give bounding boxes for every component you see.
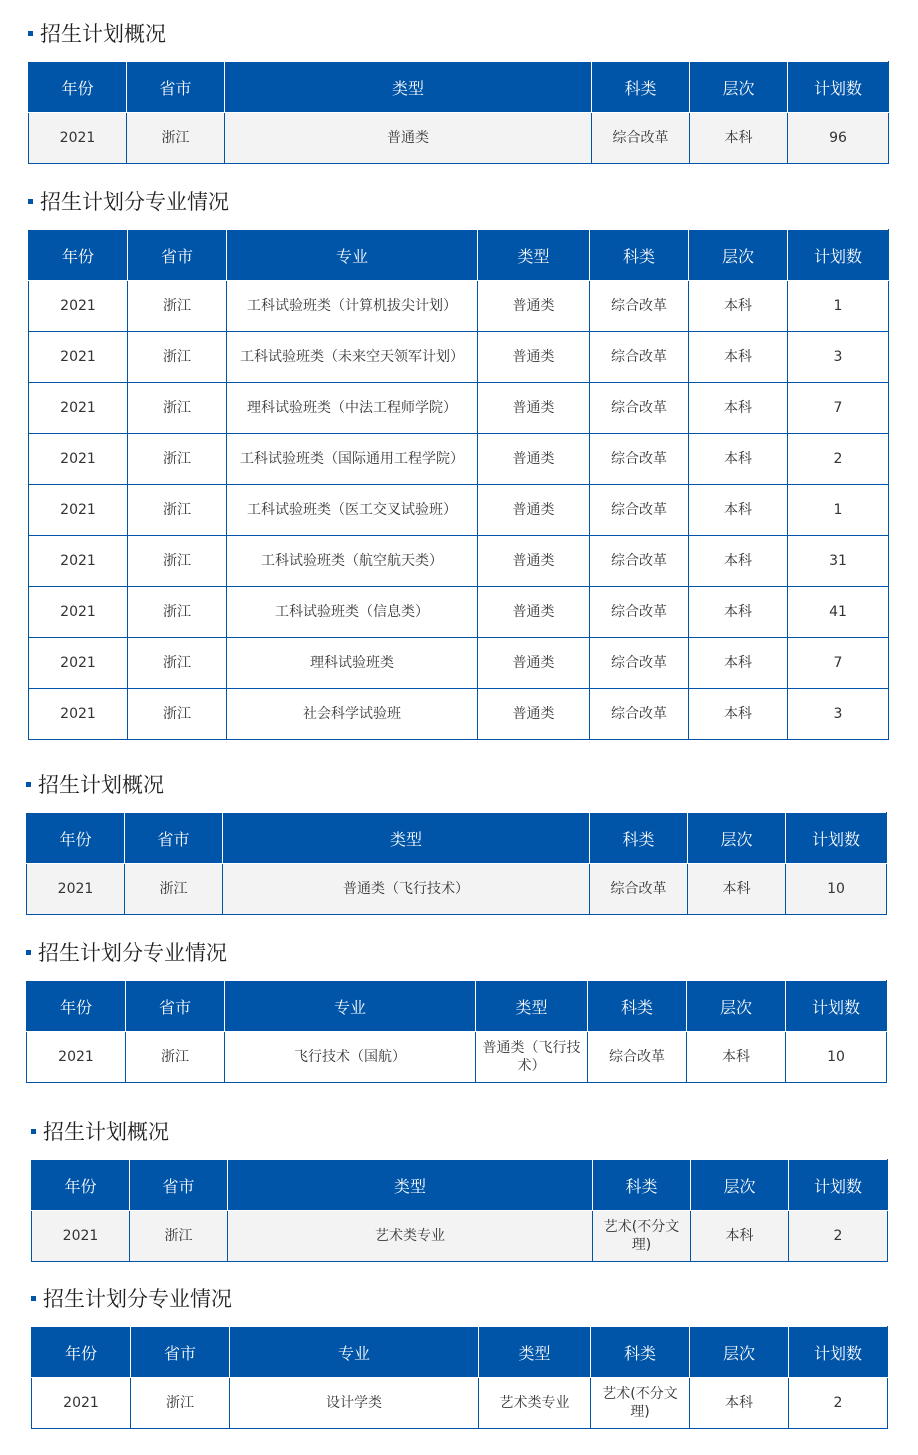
table-row <box>29 689 889 740</box>
cell-level: 本科 <box>689 536 788 587</box>
cell-type: 艺术类专业 <box>479 1378 591 1429</box>
cell-major: 工科试验班类（计算机拔尖计划） <box>227 281 478 332</box>
cell-year: 2021 <box>29 638 128 689</box>
square-bullet-icon <box>26 782 31 787</box>
cell-province: 浙江 <box>128 536 227 587</box>
header-province: 省市 <box>131 1327 230 1378</box>
cell-count: 31 <box>788 536 889 587</box>
header-type: 类型 <box>223 813 590 864</box>
cell-province: 浙江 <box>130 1211 228 1262</box>
cell-level: 本科 <box>691 1211 789 1262</box>
table-header-row <box>27 981 887 1032</box>
cell-type: 普通类 <box>478 281 590 332</box>
header-subject: 科类 <box>588 981 687 1032</box>
cell-type: 普通类 <box>478 536 590 587</box>
header-level: 层次 <box>690 1327 789 1378</box>
cell-level: 本科 <box>689 689 788 740</box>
plan-by-major-table <box>26 980 887 1083</box>
square-bullet-icon <box>31 1296 36 1301</box>
table-header-row <box>27 813 887 864</box>
table-row <box>29 281 889 332</box>
table-row <box>29 638 889 689</box>
cell-count: 2 <box>789 1211 888 1262</box>
plan-overview-table <box>26 812 887 915</box>
cell-count: 7 <box>788 383 889 434</box>
cell-province: 浙江 <box>128 281 227 332</box>
cell-count: 10 <box>786 864 887 915</box>
table-row <box>29 383 889 434</box>
cell-major: 设计学类 <box>230 1378 479 1429</box>
cell-level: 本科 <box>689 638 788 689</box>
cell-major: 理科试验班类（中法工程师学院） <box>227 383 478 434</box>
cell-subject: 综合改革 <box>592 113 690 164</box>
cell-province: 浙江 <box>125 864 223 915</box>
header-level: 层次 <box>691 1160 789 1211</box>
cell-count: 1 <box>788 485 889 536</box>
cell-province: 浙江 <box>126 1032 225 1083</box>
cell-province: 浙江 <box>128 383 227 434</box>
header-subject: 科类 <box>593 1160 691 1211</box>
cell-province: 浙江 <box>128 587 227 638</box>
header-count: 计划数 <box>788 62 889 113</box>
table-header-row <box>29 62 889 113</box>
header-count: 计划数 <box>788 230 889 281</box>
cell-major: 飞行技术（国航） <box>225 1032 476 1083</box>
cell-subject: 综合改革 <box>590 332 689 383</box>
header-major: 专业 <box>227 230 478 281</box>
cell-major: 理科试验班类 <box>227 638 478 689</box>
header-level: 层次 <box>690 62 788 113</box>
cell-subject: 综合改革 <box>590 864 688 915</box>
cell-level: 本科 <box>690 1378 789 1429</box>
cell-province: 浙江 <box>128 485 227 536</box>
cell-year: 2021 <box>29 485 128 536</box>
header-year: 年份 <box>32 1160 130 1211</box>
header-subject: 科类 <box>591 1327 690 1378</box>
cell-type: 普通类 <box>478 689 590 740</box>
cell-count: 2 <box>788 434 889 485</box>
table-row <box>27 1032 887 1083</box>
cell-year: 2021 <box>29 332 128 383</box>
cell-count: 7 <box>788 638 889 689</box>
cell-year: 2021 <box>29 689 128 740</box>
cell-type: 普通类 <box>478 638 590 689</box>
cell-level: 本科 <box>689 332 788 383</box>
cell-subject: 综合改革 <box>590 383 689 434</box>
cell-subject: 综合改革 <box>590 689 689 740</box>
cell-type: 普通类 <box>478 434 590 485</box>
header-province: 省市 <box>125 813 223 864</box>
cell-year: 2021 <box>29 281 128 332</box>
header-year: 年份 <box>29 62 127 113</box>
cell-subject: 综合改革 <box>590 587 689 638</box>
header-level: 层次 <box>688 813 786 864</box>
cell-type: 普通类 <box>478 485 590 536</box>
cell-province: 浙江 <box>128 689 227 740</box>
header-count: 计划数 <box>789 1160 888 1211</box>
cell-level: 本科 <box>689 383 788 434</box>
header-major: 专业 <box>230 1327 479 1378</box>
header-type: 类型 <box>476 981 588 1032</box>
plan-overview-table <box>28 61 889 164</box>
cell-major: 工科试验班类（国际通用工程学院） <box>227 434 478 485</box>
cell-year: 2021 <box>29 536 128 587</box>
section-title: 招生计划概况 <box>26 770 164 800</box>
cell-province: 浙江 <box>131 1378 230 1429</box>
cell-subject: 综合改革 <box>590 638 689 689</box>
cell-count: 41 <box>788 587 889 638</box>
table-row <box>29 434 889 485</box>
table-row <box>29 536 889 587</box>
cell-level: 本科 <box>690 113 788 164</box>
cell-type: 普通类（飞行技术） <box>476 1032 588 1083</box>
cell-subject: 综合改革 <box>588 1032 687 1083</box>
cell-year: 2021 <box>27 864 125 915</box>
cell-subject: 综合改革 <box>590 536 689 587</box>
cell-province: 浙江 <box>128 332 227 383</box>
cell-year: 2021 <box>27 1032 126 1083</box>
cell-province: 浙江 <box>128 638 227 689</box>
header-count: 计划数 <box>786 813 887 864</box>
cell-year: 2021 <box>29 113 127 164</box>
cell-major: 工科试验班类（信息类） <box>227 587 478 638</box>
header-count: 计划数 <box>789 1327 888 1378</box>
section-title: 招生计划分专业情况 <box>26 938 227 968</box>
cell-count: 3 <box>788 332 889 383</box>
cell-year: 2021 <box>32 1378 131 1429</box>
cell-level: 本科 <box>688 864 786 915</box>
header-subject: 科类 <box>590 813 688 864</box>
cell-major: 工科试验班类（航空航天类） <box>227 536 478 587</box>
cell-province: 浙江 <box>127 113 225 164</box>
section-title: 招生计划概况 <box>28 19 166 49</box>
cell-subject: 艺术(不分文理) <box>591 1378 690 1429</box>
cell-type: 艺术类专业 <box>228 1211 593 1262</box>
header-province: 省市 <box>128 230 227 281</box>
table-header-row <box>32 1327 888 1378</box>
cell-type: 普通类（飞行技术） <box>223 864 590 915</box>
square-bullet-icon <box>28 31 33 36</box>
cell-major: 工科试验班类（未来空天领军计划） <box>227 332 478 383</box>
header-count: 计划数 <box>786 981 887 1032</box>
table-row <box>27 864 887 915</box>
header-level: 层次 <box>689 230 788 281</box>
plan-by-major-table <box>31 1326 888 1429</box>
header-type: 类型 <box>228 1160 593 1211</box>
table-row <box>29 587 889 638</box>
header-type: 类型 <box>225 62 592 113</box>
cell-count: 96 <box>788 113 889 164</box>
header-year: 年份 <box>32 1327 131 1378</box>
cell-count: 2 <box>789 1378 888 1429</box>
cell-count: 1 <box>788 281 889 332</box>
table-row <box>32 1211 888 1262</box>
cell-subject: 艺术(不分文理) <box>593 1211 691 1262</box>
cell-type: 普通类 <box>478 332 590 383</box>
square-bullet-icon <box>31 1129 36 1134</box>
square-bullet-icon <box>28 199 33 204</box>
table-row <box>29 113 889 164</box>
cell-level: 本科 <box>687 1032 786 1083</box>
header-year: 年份 <box>29 230 128 281</box>
cell-subject: 综合改革 <box>590 434 689 485</box>
header-province: 省市 <box>130 1160 228 1211</box>
table-header-row <box>32 1160 888 1211</box>
table-row <box>32 1378 888 1429</box>
header-type: 类型 <box>478 230 590 281</box>
plan-overview-table <box>31 1159 888 1262</box>
cell-year: 2021 <box>32 1211 130 1262</box>
table-header-row <box>29 230 889 281</box>
cell-level: 本科 <box>689 587 788 638</box>
header-level: 层次 <box>687 981 786 1032</box>
header-year: 年份 <box>27 981 126 1032</box>
table-row <box>29 332 889 383</box>
plan-by-major-table <box>28 229 889 740</box>
cell-level: 本科 <box>689 281 788 332</box>
section-title: 招生计划分专业情况 <box>31 1284 232 1314</box>
cell-year: 2021 <box>29 587 128 638</box>
cell-type: 普通类 <box>478 383 590 434</box>
section-title: 招生计划分专业情况 <box>28 187 229 217</box>
cell-year: 2021 <box>29 383 128 434</box>
header-subject: 科类 <box>592 62 690 113</box>
section-title: 招生计划概况 <box>31 1117 169 1147</box>
cell-major: 社会科学试验班 <box>227 689 478 740</box>
cell-type: 普通类 <box>225 113 592 164</box>
cell-subject: 综合改革 <box>590 281 689 332</box>
cell-year: 2021 <box>29 434 128 485</box>
header-major: 专业 <box>225 981 476 1032</box>
cell-province: 浙江 <box>128 434 227 485</box>
cell-major: 工科试验班类（医工交叉试验班） <box>227 485 478 536</box>
cell-type: 普通类 <box>478 587 590 638</box>
header-province: 省市 <box>127 62 225 113</box>
cell-subject: 综合改革 <box>590 485 689 536</box>
cell-level: 本科 <box>689 434 788 485</box>
cell-level: 本科 <box>689 485 788 536</box>
square-bullet-icon <box>26 950 31 955</box>
header-subject: 科类 <box>590 230 689 281</box>
header-year: 年份 <box>27 813 125 864</box>
cell-count: 10 <box>786 1032 887 1083</box>
header-province: 省市 <box>126 981 225 1032</box>
cell-count: 3 <box>788 689 889 740</box>
table-row <box>29 485 889 536</box>
header-type: 类型 <box>479 1327 591 1378</box>
